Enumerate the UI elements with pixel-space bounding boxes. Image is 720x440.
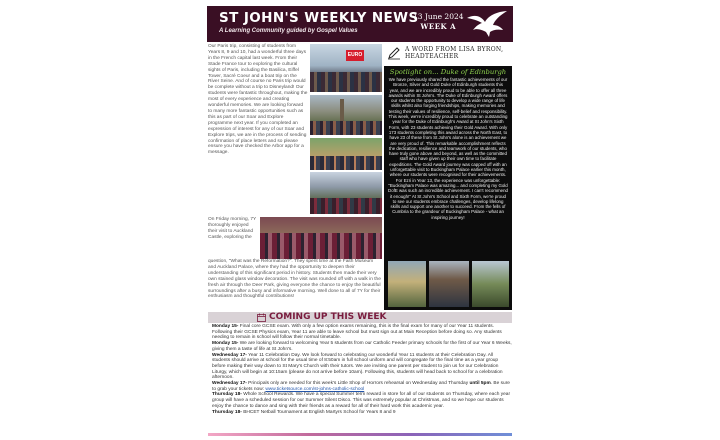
calendar-icon xyxy=(257,313,266,322)
event-item: Monday 15- We are looking forward to welcoming Year 5 students from our Catholic Feeder primary schools for the first of our Year 6 Weeks, giving them a taste of life at St John's. xyxy=(212,341,512,352)
paris-stadium-photo xyxy=(310,44,382,92)
headteacher-heading: A WORD FROM LISA BYRON, HEADTEACHER xyxy=(405,46,504,60)
masthead xyxy=(207,6,513,42)
headteacher-header xyxy=(387,44,511,66)
event-item: Thursday 18- BHCET Netball Tournament at English Martyrs School for Years 8 and 9 xyxy=(212,409,396,415)
paris-group-photo xyxy=(310,172,382,214)
footer-gradient-bar xyxy=(208,433,512,436)
event-item: Wednesday 17- Year 11 Celebration Day. We look forward to celebrating our wonderful Year 11 students at their Celebration Day. All students should arrive at school for the usual time of 8:50am in full school uniform and will congregate for the final time as a year group before making their way down to St Mary's Church with their tutors. We are inviting one parent per student to join us for our Celebration Liturgy, which will begin at 10:15am (please do not arrive before 10am). Following this, students will head back to school for a celebration afternoon. xyxy=(212,352,503,381)
spotlight-body: We have previously shared the fantastic achievements of our Bronze, Silver and Gold Duke of Edinburgh students this year, and we are incredibly proud to be able to offer all three awards within St John's. The Duke of Edinburgh Award offers our students the opportunity to develop a wide range of life skills whilst also forging friendships, making memories and testing their values of resilience, self-belief and responsibility. This week, we're incredibly proud to celebrate an outstanding year for the Duke of Edinburgh's Award at St John's Sixth Form, with 23 students achieving their Gold Award. With only 173 students completing this award across the North East, to have 23 of these from St John's alone is an achievement we are very proud of. This remarkable accomplishment reflects the dedication, resilience and teamwork of our students, who have truly gone above and beyond, as well as the committed staff who have given up their own time to facilitate expeditions. The Gold Award journey was capped off with an unforgettable visit to Buckingham Palace earlier this month, where our students were recognised for their achievements. For Ezri in Year 13, the experience was unforgettable: "Buckingham Palace was amazing... and completing my Gold DofE was such an incredible achievement. I can't recommend it enough!" At St John's School and Sixth Form, we're proud to see our students embrace challenges, develop lifelong skills and support one another to succeed. From the fells of Cumbria to the grandeur of Buckingham Palace - what an inspiring journey! xyxy=(388,77,508,220)
paris-disneyland-photo xyxy=(310,138,382,170)
auckland-castle-article: question, "What was the Reformation?". They spent time at the Faith Museum and Auckland Palace, where they had the opportunity to deepen their understanding of this significant period in history. Students then made their very own stained glass window decoration. The visit was rounded off with a walk in the fresh air through the Deer Park, giving everyone the chance to enjoy the beautiful surroundings after a busy and informative morning. Well done to all of 7Y for their enthusiasm and thoughtful contributions! xyxy=(208,259,381,300)
event-item: Monday 15- Final core GCSE exam. With only a few option exams remaining, this is the final exam for many of our Year 11 students. Following their GCSE Physics exam, Year 11 are able to leave school but must sign out at Main Reception before doing so. Any students needing to remain in school will follow their normal timetable. xyxy=(212,324,502,341)
ticket-link[interactable]: www.ticketsource.com/st-johns-catholic-school xyxy=(265,386,365,392)
auckland-castle-photo xyxy=(260,217,382,259)
paris-basilica-photo xyxy=(310,95,382,135)
eagle-icon xyxy=(465,8,509,40)
newsletter-title: ST JOHN'S WEEKLY NEWS xyxy=(219,10,419,26)
issue-week: WEEK A xyxy=(420,21,456,31)
event-item: Wednesday 17- Principals only are needed for this week's Little Shop of Horrors rehearsal on Wednesday and Thursday until 5pm. Be sure to grab your tickets now: www.ticketsource.com/st-johns-catholic-school xyxy=(212,381,510,392)
issue-date xyxy=(413,12,464,31)
event-item: Thursday 18- Whole School Rewards. We have a special Summer term reward in store for all of our students on Thursday, where each year group will have a scheduled session for our Summer Silent Disco. This was extremely popular at Christmas, and so we hope our students enjoy the chance to dance and sing with their friends as a reward for all of their hard work this academic year. xyxy=(212,392,511,409)
dofe-photo-1 xyxy=(388,261,426,307)
auckland-castle-intro: On Friday morning, 7Y thoroughly enjoyed their visit to Auckland Castle, exploring the xyxy=(208,217,257,240)
spotlight-heading: Spotlight on... Duke of Edinburgh xyxy=(389,68,507,76)
photo-sign-text: EURO xyxy=(346,50,364,61)
duke-of-edinburgh-spotlight xyxy=(384,66,512,310)
coming-up-title: COMING UP THIS WEEK xyxy=(269,312,387,322)
coming-up-section xyxy=(207,312,513,438)
coming-up-list xyxy=(212,324,512,415)
dofe-photo-2 xyxy=(429,261,469,307)
issue-date-text: 13 June 2024 xyxy=(413,12,464,21)
paris-trip-article: Our Paris trip, consisting of students from Years 8, 9 and 10, had a wonderful three days in the French capital last week. From their Stade France tour to exploring the cultural sights of Paris, including the Basilica, Eiffel Tower, Sacré Coeur and a boat trip on the River Seine. And of course no Paris trip would be complete without a trip to Disneyland! Our students were fantastic throughout, making the most of every experience and creating wonderful memories. We are looking forward to many more fantastic opportunities such as this as part of our Soar and Explore programme next year. If you completed an expression of interest for any of our Soar and Explore trips, we are in the process of sending confirmation of place letters and so please ensure you have checked the Arbor app for a message. xyxy=(208,44,308,156)
dofe-photo-3 xyxy=(472,261,509,307)
newsletter-subtitle: A Learning Community guided by Gospel Values xyxy=(219,28,358,34)
newsletter-page xyxy=(207,6,513,438)
pen-icon xyxy=(387,46,401,60)
